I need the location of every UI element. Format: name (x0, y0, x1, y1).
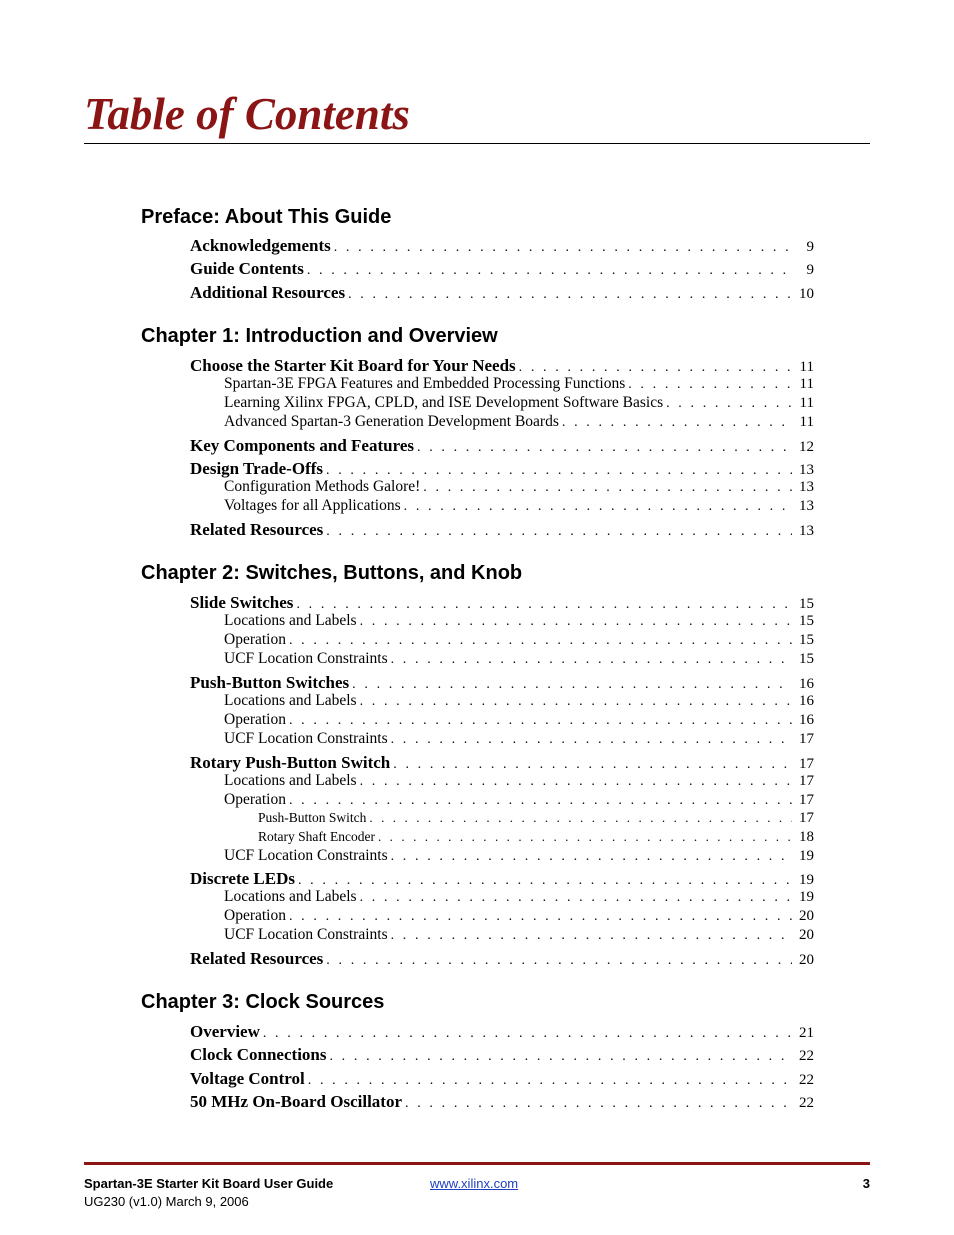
dot-leader (308, 1073, 792, 1089)
toc-entry-label: Voltages for all Applications (224, 497, 401, 514)
toc-entry[interactable] (190, 259, 814, 281)
toc-entry-page-number: 15 (799, 632, 814, 648)
toc-entry[interactable] (190, 236, 814, 258)
section-heading[interactable]: Chapter 1: Introduction and Overview (141, 325, 498, 347)
toc-entry-label: UCF Location Constraints (224, 847, 388, 864)
footer-website-link[interactable]: www.xilinx.com (430, 1176, 519, 1191)
toc-entry-page-number: 20 (799, 952, 814, 968)
footer-document-version: UG230 (v1.0) March 9, 2006 (84, 1194, 249, 1209)
toc-entry-label: Additional Resources (190, 283, 346, 302)
toc-entry-label: Push-Button Switch (258, 810, 367, 825)
toc-entry[interactable] (224, 692, 814, 712)
page-title: Table of Contents (84, 89, 410, 139)
toc-entry[interactable] (224, 730, 814, 750)
toc-entry[interactable] (224, 711, 814, 731)
toc-entry-label: Operation (224, 791, 286, 808)
dot-leader (289, 793, 792, 809)
toc-entry[interactable] (190, 1022, 814, 1044)
toc-entry[interactable] (224, 413, 814, 433)
toc-entry[interactable] (190, 520, 814, 542)
toc-entry-label: Configuration Methods Galore! (224, 478, 421, 495)
toc-entry-label: UCF Location Constraints (224, 926, 388, 943)
dot-leader (289, 633, 792, 649)
toc-entry-page-number: 22 (799, 1095, 814, 1111)
toc-entry[interactable] (224, 847, 814, 867)
toc-entry-page-number: 19 (799, 889, 814, 905)
dot-leader (298, 873, 792, 889)
dot-leader (417, 440, 792, 456)
toc-entry[interactable] (224, 612, 814, 632)
toc-entry-label: UCF Location Constraints (224, 650, 388, 667)
toc-entry-label: Spartan-3E FPGA Features and Embedded Processing Functions (224, 375, 626, 392)
toc-entry[interactable] (224, 478, 814, 498)
footer-document-title: Spartan-3E Starter Kit Board User Guide (84, 1176, 334, 1191)
toc-entry-page-number: 15 (799, 651, 814, 667)
toc-entry-label: Push-Button Switches (190, 673, 350, 692)
dot-leader (391, 652, 792, 668)
dot-leader (378, 829, 792, 845)
dot-leader (393, 757, 792, 773)
footer-page-number: 3 (862, 1176, 870, 1191)
toc-entry[interactable] (224, 650, 814, 670)
dot-leader (519, 360, 792, 376)
dot-leader (352, 677, 792, 693)
toc-entry-label: Operation (224, 711, 286, 728)
dot-leader (326, 524, 792, 540)
toc-entry-page-number: 17 (799, 731, 814, 747)
toc-entry-page-number: 19 (799, 872, 814, 888)
toc-entry-page-number: 12 (799, 439, 814, 455)
toc-entry[interactable] (224, 394, 814, 414)
toc-entry[interactable] (224, 631, 814, 651)
toc-entry-label: Overview (190, 1022, 260, 1041)
toc-entry-label: Key Components and Features (190, 436, 414, 455)
toc-entry-label: UCF Location Constraints (224, 730, 388, 747)
dot-leader (263, 1026, 792, 1042)
toc-entry[interactable] (224, 791, 814, 811)
toc-entry[interactable] (190, 1092, 814, 1114)
toc-entry-label: Guide Contents (190, 259, 304, 278)
toc-entry[interactable] (224, 497, 814, 517)
dot-leader (326, 953, 792, 969)
dot-leader (360, 774, 792, 790)
title-divider (84, 143, 870, 144)
toc-entry-page-number: 18 (799, 829, 814, 845)
toc-entry-page-number: 13 (799, 523, 814, 539)
dot-leader (391, 732, 792, 748)
toc-entry-page-number: 20 (799, 927, 814, 943)
dot-leader (369, 810, 792, 826)
toc-entry[interactable] (224, 926, 814, 946)
toc-entry-page-number: 16 (799, 676, 814, 692)
footer-divider (84, 1162, 870, 1165)
toc-entry[interactable] (258, 829, 814, 847)
dot-leader (296, 597, 792, 613)
dot-leader (307, 263, 792, 279)
toc-entry-page-number: 22 (799, 1072, 814, 1088)
toc-entry-page-number: 17 (799, 773, 814, 789)
dot-leader (562, 415, 792, 431)
toc-entry-label: Locations and Labels (224, 612, 357, 629)
toc-entry-label: Related Resources (190, 949, 324, 968)
dot-leader (326, 463, 792, 479)
toc-entry[interactable] (224, 907, 814, 927)
toc-entry[interactable] (190, 1045, 814, 1067)
toc-entry-page-number: 17 (799, 810, 814, 826)
toc-entry-label: Operation (224, 631, 286, 648)
toc-entry[interactable] (224, 375, 814, 395)
toc-entry-page-number: 17 (799, 792, 814, 808)
section-heading[interactable]: Chapter 3: Clock Sources (141, 991, 385, 1013)
toc-entry[interactable] (258, 810, 814, 828)
dot-leader (360, 614, 792, 630)
dot-leader (329, 1049, 792, 1065)
toc-entry-page-number: 22 (799, 1048, 814, 1064)
toc-entry[interactable] (190, 283, 814, 305)
toc-entry-page-number: 11 (799, 395, 814, 411)
toc-entry-label: Related Resources (190, 520, 324, 539)
toc-entry-label: Discrete LEDs (190, 869, 295, 888)
toc-entry-page-number: 19 (799, 848, 814, 864)
toc-entry-label: Slide Switches (190, 593, 294, 612)
dot-leader (404, 499, 792, 515)
toc-entry-page-number: 15 (799, 596, 814, 612)
toc-entry-page-number: 16 (799, 693, 814, 709)
toc-entry-page-number: 17 (799, 756, 814, 772)
dot-leader (289, 909, 792, 925)
toc-entry-label: Choose the Starter Kit Board for Your Needs (190, 356, 516, 375)
toc-entry[interactable] (224, 888, 814, 908)
toc-entry-label: 50 MHz On-Board Oscillator (190, 1092, 403, 1111)
toc-entry-page-number: 11 (799, 376, 814, 392)
toc-entry-label: Design Trade-Offs (190, 459, 324, 478)
dot-leader (628, 377, 792, 393)
toc-entry-label: Learning Xilinx FPGA, CPLD, and ISE Development Software Basics (224, 394, 664, 411)
toc-entry-label: Locations and Labels (224, 772, 357, 789)
toc-entry-page-number: 13 (799, 462, 814, 478)
toc-entry-label: Clock Connections (190, 1045, 327, 1064)
toc-entry-label: Advanced Spartan-3 Generation Development Boards (224, 413, 559, 430)
dot-leader (666, 396, 792, 412)
toc-entry-page-number: 21 (799, 1025, 814, 1041)
toc-entry-page-number: 13 (799, 479, 814, 495)
toc-entry-label: Acknowledgements (190, 236, 331, 255)
section-heading[interactable]: Preface: About This Guide (141, 206, 392, 228)
toc-entry-page-number: 9 (806, 262, 814, 278)
dot-leader (391, 928, 792, 944)
dot-leader (348, 287, 792, 303)
toc-entry-label: Operation (224, 907, 286, 924)
toc-entry-label: Rotary Shaft Encoder (258, 829, 375, 844)
section-heading[interactable]: Chapter 2: Switches, Buttons, and Knob (141, 562, 523, 584)
toc-entry-page-number: 16 (799, 712, 814, 728)
toc-entry-page-number: 9 (806, 239, 814, 255)
dot-leader (360, 890, 792, 906)
toc-entry-page-number: 11 (799, 414, 814, 430)
toc-entry-label: Locations and Labels (224, 888, 357, 905)
dot-leader (405, 1096, 792, 1112)
dot-leader (289, 713, 792, 729)
dot-leader (391, 849, 792, 865)
toc-entry-page-number: 13 (799, 498, 814, 514)
toc-entry-label: Voltage Control (190, 1069, 305, 1088)
toc-entry-page-number: 11 (799, 359, 814, 375)
toc-entry[interactable] (224, 772, 814, 792)
dot-leader (334, 240, 792, 256)
dot-leader (360, 694, 792, 710)
toc-entry[interactable] (190, 949, 814, 971)
toc-entry-label: Rotary Push-Button Switch (190, 753, 391, 772)
toc-entry-page-number: 15 (799, 613, 814, 629)
toc-entry-page-number: 10 (799, 286, 814, 302)
toc-entry[interactable] (190, 1069, 814, 1091)
toc-entry-page-number: 20 (799, 908, 814, 924)
toc-entry[interactable] (190, 436, 814, 458)
dot-leader (423, 480, 792, 496)
toc-entry-label: Locations and Labels (224, 692, 357, 709)
